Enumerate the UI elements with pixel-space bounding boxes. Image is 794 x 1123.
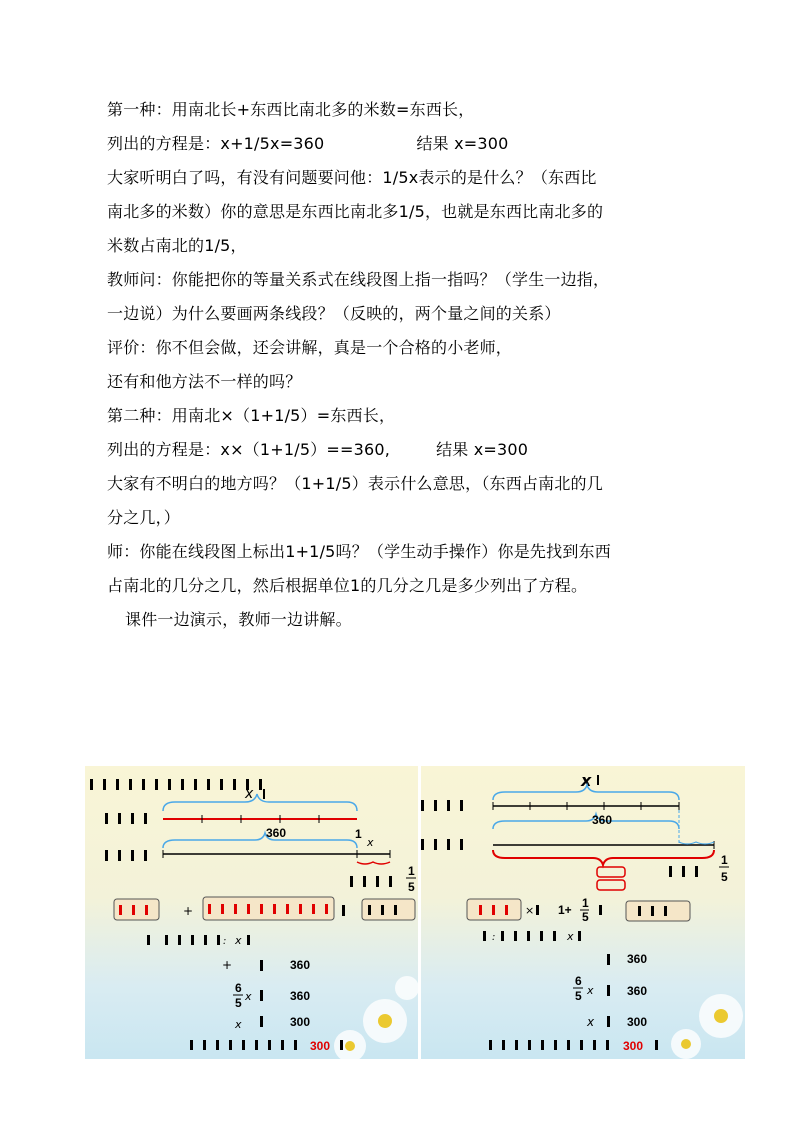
coef-num: 6 xyxy=(575,974,582,988)
total-label: 360 xyxy=(266,826,287,840)
text-line xyxy=(107,440,707,460)
text-line: 一边说）为什么要画两条线段？（反映的，两个量之间的关系） xyxy=(107,304,561,323)
var-x: x xyxy=(245,990,252,1003)
flower-decoration xyxy=(334,976,418,1059)
total-label: 360 xyxy=(592,813,613,827)
text-line: 第二种：用南北×（1+1/5）=东西长， xyxy=(107,406,396,425)
times-sign: × xyxy=(525,904,535,917)
missing-glyph-fraction xyxy=(350,876,392,887)
text-line: 分之几，） xyxy=(107,508,181,527)
missing-glyph-row-label xyxy=(421,800,463,850)
text-line: 占南北的几分之几，然后根据单位1的几分之几是多少列出了方程。 xyxy=(107,576,588,595)
svg-text:x: x xyxy=(567,930,574,943)
result-text: 结果 x=300 xyxy=(416,134,509,153)
missing-glyph-row-label xyxy=(105,813,147,861)
brace-x xyxy=(163,794,357,811)
result-text: 结果 x=300 xyxy=(436,440,529,459)
var-x-2: x xyxy=(587,1015,595,1029)
frac-den: 5 xyxy=(408,880,415,894)
text-line: 师：你能在线段图上标出1+1/5吗？（学生动手操作）你是先找到东西 xyxy=(107,542,611,561)
answer-result: 300 xyxy=(310,1039,331,1053)
eq-row-3: 300 xyxy=(290,1015,311,1029)
text-line: 米数占南北的1/5， xyxy=(107,236,247,255)
svg-text:x: x xyxy=(235,934,242,947)
text-line: 评价：你不但会做，还会讲解，真是一个合格的小老师， xyxy=(107,338,513,357)
frac-num: 1 xyxy=(721,853,728,867)
brace-360 xyxy=(493,814,679,829)
text-line xyxy=(107,134,707,154)
text-line: 大家有不明白的地方吗？（1+1/5）表示什么意思，（东西占南北的几 xyxy=(107,474,603,493)
formula-frac-num: 1 xyxy=(582,896,589,910)
x-label: x xyxy=(581,771,592,790)
var-x-2: x xyxy=(235,1018,242,1031)
equation-text: 列出的方程是：x+1/5x=360 xyxy=(107,134,325,153)
text-line: 大家听明白了吗，有没有问题要问他：1/5x表示的是什么？（东西比 xyxy=(107,168,597,187)
eq-row-3: 300 xyxy=(627,1015,648,1029)
slide-left xyxy=(85,766,418,1059)
slide-right xyxy=(421,766,745,1059)
fraction-label: 1 xyxy=(355,827,362,841)
brace-x xyxy=(493,785,679,800)
slide-right-drawing xyxy=(421,766,745,1059)
text-line: 教师问：你能把你的等量关系式在线段图上指一指吗？（学生一边指， xyxy=(107,270,610,289)
text-line: 课件一边演示，教师一边讲解。 xyxy=(125,610,352,629)
missing-glyph-title xyxy=(90,779,262,790)
missing-glyph-fraction xyxy=(669,866,698,877)
formula-prefix: 1+ xyxy=(558,903,572,917)
plus-sign: + xyxy=(183,904,194,918)
answer-result: 300 xyxy=(623,1039,644,1053)
slide-left-drawing xyxy=(85,766,418,1059)
brace-360 xyxy=(163,833,357,848)
frac-num: 1 xyxy=(408,864,415,878)
svg-text::: : xyxy=(223,936,227,947)
equation-text: 列出的方程是：x×（1+1/5）==360, xyxy=(107,440,391,459)
brace-total-red xyxy=(493,850,714,865)
eq-row-2: 360 xyxy=(290,989,311,1003)
coef-den: 5 xyxy=(235,996,242,1010)
eq-row-1: 360 xyxy=(627,952,648,966)
text-line: 南北多的米数）你的意思是东西比南北多1/5，也就是东西比南北多的 xyxy=(107,202,604,221)
eq-row-2: 360 xyxy=(627,984,648,998)
var-x: x xyxy=(587,984,594,997)
brace-fraction xyxy=(357,862,390,864)
slide-screenshots xyxy=(85,766,745,1059)
formula-box-2 xyxy=(626,901,690,921)
frac-den: 5 xyxy=(721,870,728,884)
flower-decoration xyxy=(671,994,743,1059)
text-line: 第一种：用南北长+东西比南北多的米数=东西长， xyxy=(107,100,475,119)
document-body xyxy=(107,100,707,644)
plus-sign-2: + xyxy=(222,958,233,972)
x-label: x xyxy=(245,786,254,802)
eq-row-1: 360 xyxy=(290,958,311,972)
coef-num: 6 xyxy=(235,981,242,995)
formula-frac-den: 5 xyxy=(582,910,589,924)
svg-text::: : xyxy=(492,932,496,943)
fraction-x: x xyxy=(367,836,374,849)
text-line: 还有和他方法不一样的吗？ xyxy=(107,372,302,391)
coef-den: 5 xyxy=(575,989,582,1003)
